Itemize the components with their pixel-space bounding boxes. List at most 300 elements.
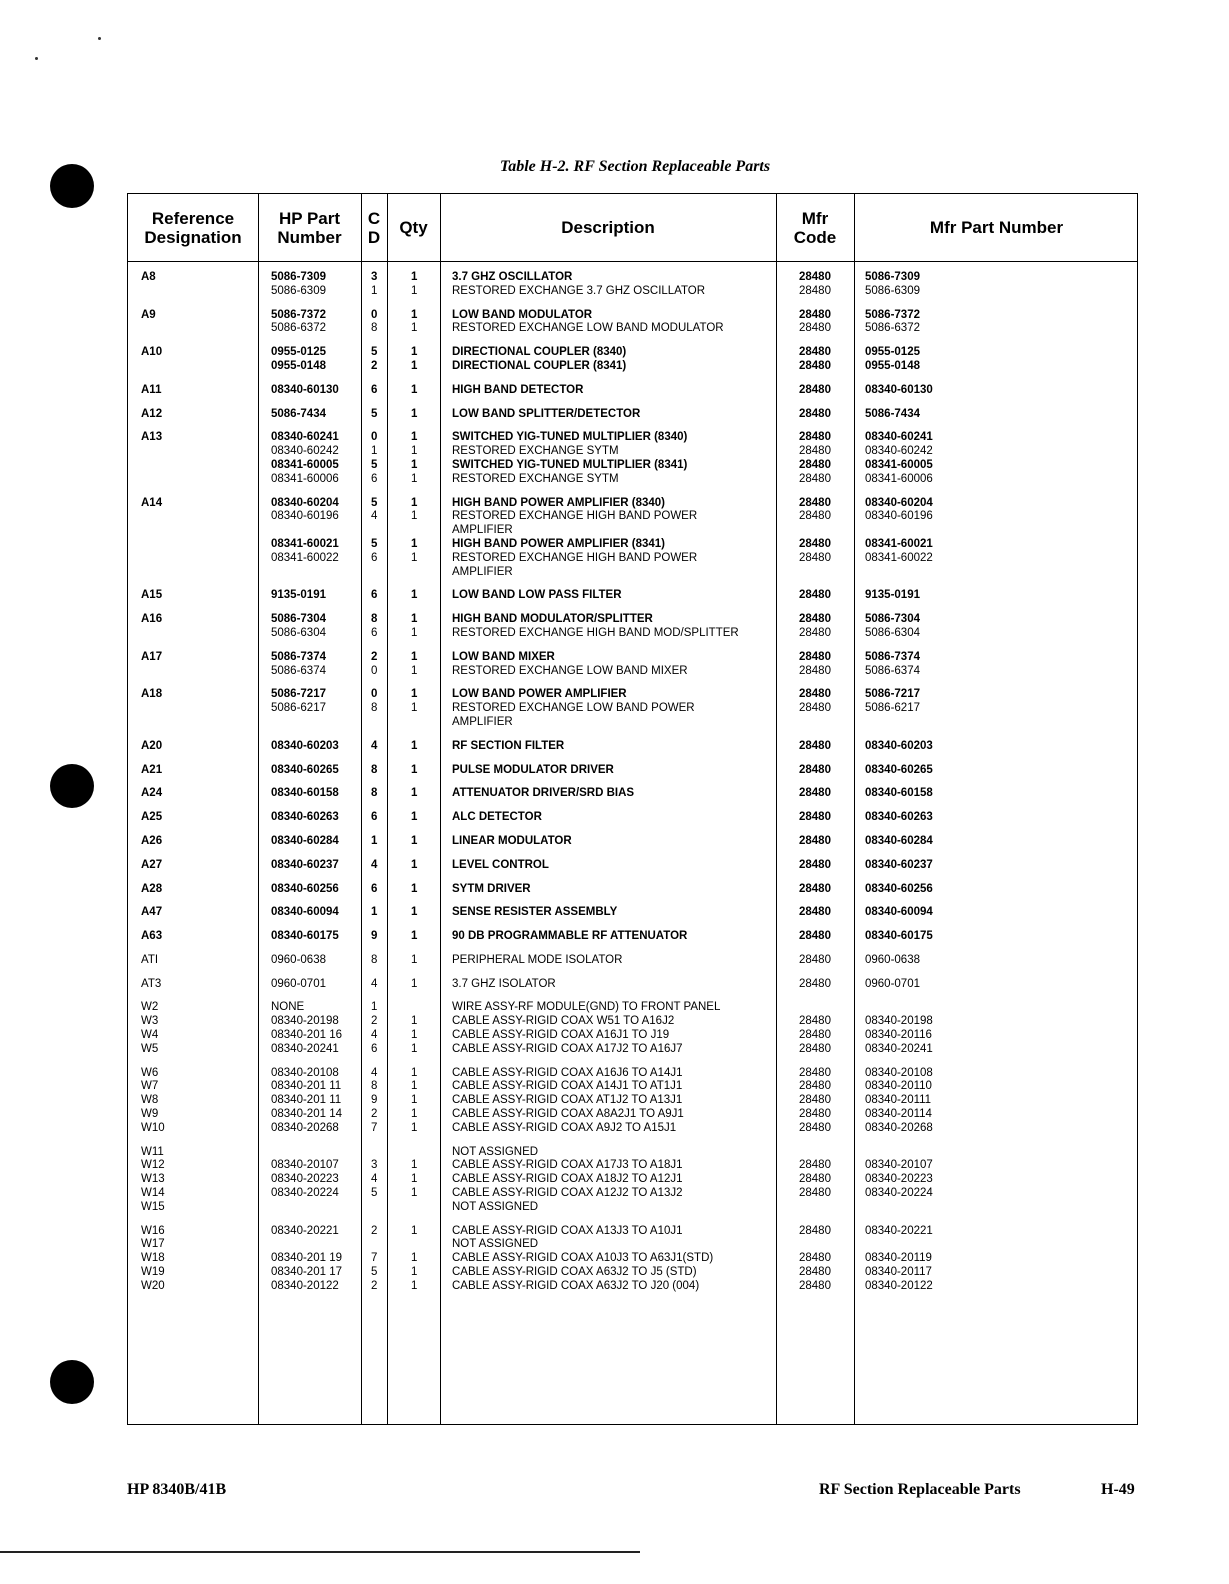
check-digit-cell: 8 xyxy=(371,613,378,626)
description-cell: RESTORED EXCHANGE LOW BAND MODULATOR xyxy=(452,322,724,335)
hp-part-number-cell: 9135-0191 xyxy=(271,589,326,602)
mfr-part-number-cell: 08340-20223 xyxy=(865,1173,933,1186)
hp-part-number-cell: 08340-60265 xyxy=(271,763,339,776)
quantity-cell: 1 xyxy=(411,472,418,485)
part-group xyxy=(128,384,1137,398)
check-digit-cell: 8 xyxy=(371,702,378,715)
hp-part-number-cell: 08340-201 19 xyxy=(271,1252,342,1265)
check-digit-cell: 6 xyxy=(371,626,378,639)
check-digit-cell: 0 xyxy=(371,308,378,321)
hp-part-number-cell: 5086-7374 xyxy=(271,650,326,663)
table-row xyxy=(128,1173,1137,1187)
check-digit-cell: 5 xyxy=(371,346,378,359)
mfr-code-cell: 28480 xyxy=(799,551,831,564)
check-digit-cell: 4 xyxy=(371,1029,378,1042)
hp-part-number-cell: 5086-6372 xyxy=(271,322,326,335)
table-row xyxy=(128,1201,1137,1215)
table-row xyxy=(128,978,1137,992)
mfr-code-cell: 28480 xyxy=(799,407,831,420)
header-reference-designation: Reference Designation xyxy=(144,208,242,247)
check-digit-cell: 1 xyxy=(371,284,378,297)
quantity-cell: 1 xyxy=(411,664,418,677)
part-group xyxy=(128,740,1137,754)
mfr-code-cell: 28480 xyxy=(799,445,831,458)
mfr-part-number-cell: 5086-6374 xyxy=(865,664,920,677)
header-cd: C D xyxy=(367,208,381,247)
check-digit-cell: 1 xyxy=(371,445,378,458)
hp-part-number-cell: 08340-201 11 xyxy=(271,1094,342,1107)
mfr-part-number-cell: 08340-20110 xyxy=(865,1080,932,1093)
check-digit-cell: 2 xyxy=(371,1108,378,1121)
quantity-cell: 1 xyxy=(411,834,418,847)
mfr-part-number-cell: 08340-20111 xyxy=(865,1094,932,1107)
hp-part-number-cell: 08340-60204 xyxy=(271,496,339,509)
reference-designation-cell: W2 xyxy=(141,1001,159,1014)
part-group xyxy=(128,688,1137,729)
mfr-part-number-cell: 9135-0191 xyxy=(865,589,920,602)
mfr-part-number-cell: 5086-6372 xyxy=(865,322,920,335)
header-qty: Qty xyxy=(399,218,428,237)
mfr-part-number-cell: 0955-0148 xyxy=(865,359,920,372)
mfr-code-cell: 28480 xyxy=(799,359,831,372)
mfr-code-cell: 28480 xyxy=(799,664,831,677)
quantity-cell: 1 xyxy=(411,882,418,895)
hp-part-number-cell: 08340-20241 xyxy=(271,1042,339,1055)
mfr-part-number-cell: 08340-20221 xyxy=(865,1224,933,1237)
check-digit-cell: 0 xyxy=(371,431,378,444)
mfr-code-cell: 28480 xyxy=(799,930,831,943)
part-group xyxy=(128,978,1137,992)
part-group xyxy=(128,309,1137,337)
part-group xyxy=(128,651,1137,679)
reference-designation-cell: W20 xyxy=(141,1279,165,1292)
check-digit-cell: 6 xyxy=(371,1042,378,1055)
mfr-part-number-cell: 5086-6217 xyxy=(865,702,920,715)
table-row xyxy=(128,1266,1137,1280)
mfr-part-number-cell: 08340-20268 xyxy=(865,1121,933,1134)
description-cell: AMPLIFIER xyxy=(452,715,513,728)
table-row xyxy=(128,1001,1137,1015)
part-group xyxy=(128,1067,1137,1136)
description-cell: SWITCHED YIG-TUNED MULTIPLIER (8341) xyxy=(452,458,688,471)
hp-part-number-cell: 5086-7434 xyxy=(271,407,326,420)
table-row xyxy=(128,764,1137,778)
check-digit-cell: 4 xyxy=(371,510,378,523)
mfr-part-number-cell: 08341-60021 xyxy=(865,537,933,550)
table-row xyxy=(128,445,1137,459)
table-row xyxy=(128,1252,1137,1266)
quantity-cell: 1 xyxy=(411,445,418,458)
hp-part-number-cell: 5086-7372 xyxy=(271,308,326,321)
description-cell: CABLE ASSY-RIGID COAX A17J3 TO A18J1 xyxy=(452,1159,683,1172)
check-digit-cell: 6 xyxy=(371,811,378,824)
footer-page-number: H-49 xyxy=(1101,1481,1135,1498)
check-digit-cell: 4 xyxy=(371,858,378,871)
mfr-code-cell: 28480 xyxy=(799,1042,831,1055)
footer-section-title: RF Section Replaceable Parts xyxy=(819,1481,1021,1498)
check-digit-cell: 5 xyxy=(371,407,378,420)
description-cell: AMPLIFIER xyxy=(452,565,513,578)
part-group xyxy=(128,431,1137,486)
mfr-code-cell: 28480 xyxy=(799,977,831,990)
hp-part-number-cell: 08340-60284 xyxy=(271,834,339,847)
reference-designation-cell: W15 xyxy=(141,1200,165,1213)
reference-designation-cell: A10 xyxy=(141,346,163,359)
description-cell: RESTORED EXCHANGE HIGH BAND MOD/SPLITTER xyxy=(452,626,739,639)
table-row xyxy=(128,538,1137,552)
mfr-part-number-cell: 08341-60022 xyxy=(865,551,933,564)
part-group xyxy=(128,764,1137,778)
hp-part-number-cell: 08340-201 17 xyxy=(271,1266,342,1279)
check-digit-cell: 8 xyxy=(371,953,378,966)
mfr-code-cell: 28480 xyxy=(799,431,831,444)
mfr-code-cell: 28480 xyxy=(799,1173,831,1186)
quantity-cell: 1 xyxy=(411,1066,418,1079)
description-cell: LEVEL CONTROL xyxy=(452,858,549,871)
quantity-cell: 1 xyxy=(411,1029,418,1042)
mfr-part-number-cell: 08340-20119 xyxy=(865,1252,932,1265)
mfr-part-number-cell: 08340-20114 xyxy=(865,1108,932,1121)
table-row xyxy=(128,702,1137,716)
table-row xyxy=(128,930,1137,944)
mfr-part-number-cell: 08340-60242 xyxy=(865,445,933,458)
mfr-part-number-cell: 5086-7434 xyxy=(865,407,920,420)
quantity-cell: 1 xyxy=(411,383,418,396)
table-row xyxy=(128,552,1137,566)
quantity-cell: 1 xyxy=(411,953,418,966)
parts-table xyxy=(127,193,1138,1425)
part-group xyxy=(128,497,1137,580)
mfr-code-cell: 28480 xyxy=(799,589,831,602)
table-row xyxy=(128,285,1137,299)
mfr-code-cell: 28480 xyxy=(799,626,831,639)
mfr-part-number-cell: 08340-20241 xyxy=(865,1042,933,1055)
check-digit-cell: 5 xyxy=(371,1266,378,1279)
part-group xyxy=(128,859,1137,873)
mfr-code-cell: 28480 xyxy=(799,496,831,509)
check-digit-cell: 6 xyxy=(371,383,378,396)
reference-designation-cell: W7 xyxy=(141,1080,159,1093)
hp-part-number-cell: 08340-60158 xyxy=(271,787,339,800)
bottom-rule xyxy=(0,1551,640,1553)
hp-part-number-cell: 08340-60094 xyxy=(271,906,339,919)
mfr-code-cell: 28480 xyxy=(799,834,831,847)
description-cell: LOW BAND MIXER xyxy=(452,650,555,663)
check-digit-cell: 1 xyxy=(371,906,378,919)
hp-part-number-cell: 5086-7304 xyxy=(271,613,326,626)
mfr-code-cell: 28480 xyxy=(799,1015,831,1028)
reference-designation-cell: A63 xyxy=(141,930,163,943)
reference-designation-cell: W9 xyxy=(141,1108,159,1121)
mfr-code-cell: 28480 xyxy=(799,1029,831,1042)
description-cell: HIGH BAND DETECTOR xyxy=(452,383,584,396)
table-row xyxy=(128,431,1137,445)
table-row xyxy=(128,459,1137,473)
reference-designation-cell: A8 xyxy=(141,271,156,283)
reference-designation-cell: W11 xyxy=(141,1145,164,1158)
check-digit-cell: 2 xyxy=(371,359,378,372)
hp-part-number-cell: 5086-6309 xyxy=(271,284,326,297)
reference-designation-cell: A20 xyxy=(141,739,163,752)
check-digit-cell: 5 xyxy=(371,537,378,550)
table-row xyxy=(128,1159,1137,1173)
description-cell: 90 DB PROGRAMMABLE RF ATTENUATOR xyxy=(452,930,688,943)
check-digit-cell: 4 xyxy=(371,1173,378,1186)
table-row xyxy=(128,408,1137,422)
reference-designation-cell: A11 xyxy=(141,383,162,396)
mfr-part-number-cell: 5086-6304 xyxy=(865,626,920,639)
part-group xyxy=(128,613,1137,641)
mfr-part-number-cell: 5086-6309 xyxy=(865,284,920,297)
description-cell: LOW BAND POWER AMPLIFIER xyxy=(452,688,627,701)
mfr-code-cell: 28480 xyxy=(799,1121,831,1134)
part-group xyxy=(128,883,1137,897)
mfr-code-cell: 28480 xyxy=(799,906,831,919)
hp-part-number-cell: 08340-20224 xyxy=(271,1187,339,1200)
mfr-code-cell: 28480 xyxy=(799,1066,831,1079)
quantity-cell: 1 xyxy=(411,322,418,335)
quantity-cell: 1 xyxy=(411,1224,418,1237)
check-digit-cell: 7 xyxy=(371,1121,378,1134)
check-digit-cell: 2 xyxy=(371,1279,378,1292)
quantity-cell: 1 xyxy=(411,1252,418,1265)
description-cell: ALC DETECTOR xyxy=(452,811,542,824)
table-row xyxy=(128,1280,1137,1294)
table-row xyxy=(128,1029,1137,1043)
hp-part-number-cell: 08340-201 11 xyxy=(271,1080,342,1093)
hp-part-number-cell: 08340-20268 xyxy=(271,1121,339,1134)
part-group xyxy=(128,271,1137,299)
hp-part-number-cell: 08340-20122 xyxy=(271,1279,339,1292)
table-body xyxy=(128,271,1137,1304)
mfr-part-number-cell: 5086-7374 xyxy=(865,650,920,663)
check-digit-cell: 2 xyxy=(371,1224,378,1237)
description-cell: CABLE ASSY-RIGID COAX A16J6 TO A14J1 xyxy=(452,1066,683,1079)
description-cell: DIRECTIONAL COUPLER (8341) xyxy=(452,359,627,372)
mfr-part-number-cell: 08340-60196 xyxy=(865,510,933,523)
mfr-part-number-cell: 08340-60094 xyxy=(865,906,933,919)
check-digit-cell: 7 xyxy=(371,1252,378,1265)
binder-hole-middle xyxy=(50,764,94,808)
reference-designation-cell: A21 xyxy=(141,763,163,776)
reference-designation-cell: W3 xyxy=(141,1015,159,1028)
reference-designation-cell: A24 xyxy=(141,787,163,800)
description-cell: SWITCHED YIG-TUNED MULTIPLIER (8340) xyxy=(452,431,688,444)
mfr-part-number-cell: 08340-60256 xyxy=(865,882,933,895)
mfr-code-cell: 28480 xyxy=(799,688,831,701)
check-digit-cell: 6 xyxy=(371,472,378,485)
mfr-code-cell: 28480 xyxy=(799,650,831,663)
mfr-part-number-cell: 08340-60263 xyxy=(865,811,933,824)
quantity-cell: 1 xyxy=(411,626,418,639)
mfr-part-number-cell: 08340-60241 xyxy=(865,431,933,444)
description-cell: RESTORED EXCHANGE LOW BAND POWER xyxy=(452,702,695,715)
quantity-cell: 1 xyxy=(411,613,418,626)
quantity-cell: 1 xyxy=(411,1094,418,1107)
quantity-cell: 1 xyxy=(411,308,418,321)
reference-designation-cell: W19 xyxy=(141,1266,165,1279)
hp-part-number-cell: 08340-60241 xyxy=(271,431,339,444)
mfr-part-number-cell: 08340-60130 xyxy=(865,383,933,396)
hp-part-number-cell: 08340-60203 xyxy=(271,739,339,752)
check-digit-cell: 3 xyxy=(371,271,378,283)
check-digit-cell: 2 xyxy=(371,650,378,663)
mfr-code-cell: 28480 xyxy=(799,383,831,396)
description-cell: 3.7 GHZ OSCILLATOR xyxy=(452,271,573,283)
table-row xyxy=(128,346,1137,360)
check-digit-cell: 8 xyxy=(371,763,378,776)
hp-part-number-cell: 08341-60006 xyxy=(271,472,339,485)
table-row xyxy=(128,906,1137,920)
header-mfr-part-number: Mfr Part Number xyxy=(929,218,1064,237)
description-cell: CABLE ASSY-RIGID COAX A17J2 TO A16J7 xyxy=(452,1042,683,1055)
table-row xyxy=(128,360,1137,374)
quantity-cell: 1 xyxy=(411,1121,418,1134)
check-digit-cell: 2 xyxy=(371,1015,378,1028)
mfr-code-cell: 28480 xyxy=(799,284,831,297)
hp-part-number-cell: 08340-20108 xyxy=(271,1066,339,1079)
description-cell: HIGH BAND MODULATOR/SPLITTER xyxy=(452,613,653,626)
table-row xyxy=(128,1094,1137,1108)
hp-part-number-cell: 08340-60256 xyxy=(271,882,339,895)
table-row xyxy=(128,954,1137,968)
check-digit-cell: 6 xyxy=(371,882,378,895)
table-row xyxy=(128,1108,1137,1122)
quantity-cell: 1 xyxy=(411,346,418,359)
check-digit-cell: 8 xyxy=(371,322,378,335)
check-digit-cell: 3 xyxy=(371,1159,378,1172)
part-group xyxy=(128,346,1137,374)
quantity-cell: 1 xyxy=(411,510,418,523)
quantity-cell: 1 xyxy=(411,688,418,701)
hp-part-number-cell: 08341-60022 xyxy=(271,551,339,564)
description-cell: SYTM DRIVER xyxy=(452,882,531,895)
description-cell: RF SECTION FILTER xyxy=(452,739,565,752)
hp-part-number-cell: 08340-20198 xyxy=(271,1015,339,1028)
check-digit-cell: 0 xyxy=(371,688,378,701)
reference-designation-cell: A25 xyxy=(141,811,163,824)
hp-part-number-cell: 08341-60005 xyxy=(271,458,339,471)
hp-part-number-cell: 08340-20223 xyxy=(271,1173,339,1186)
reference-designation-cell: W13 xyxy=(141,1173,165,1186)
reference-designation-cell: W6 xyxy=(141,1066,159,1079)
quantity-cell: 1 xyxy=(411,763,418,776)
reference-designation-cell: W14 xyxy=(141,1187,165,1200)
quantity-cell: 1 xyxy=(411,1080,418,1093)
hp-part-number-cell: 5086-7309 xyxy=(271,271,326,283)
mfr-part-number-cell: 08340-20108 xyxy=(865,1066,933,1079)
table-row xyxy=(128,1122,1137,1136)
quantity-cell: 1 xyxy=(411,1266,418,1279)
mfr-part-number-cell: 08340-60158 xyxy=(865,787,933,800)
description-cell: NOT ASSIGNED xyxy=(452,1238,539,1251)
hp-part-number-cell: 5086-6374 xyxy=(271,664,326,677)
description-cell: CABLE ASSY-RIGID COAX A63J2 TO J20 (004) xyxy=(452,1279,700,1292)
table-row xyxy=(128,1067,1137,1081)
quantity-cell: 1 xyxy=(411,787,418,800)
quantity-cell: 1 xyxy=(411,551,418,564)
hp-part-number-cell: 5086-7217 xyxy=(271,688,326,701)
table-row xyxy=(128,524,1137,538)
mfr-code-cell: 28480 xyxy=(799,858,831,871)
check-digit-cell: 4 xyxy=(371,739,378,752)
hp-part-number-cell: 0960-0701 xyxy=(271,977,326,990)
description-cell: LINEAR MODULATOR xyxy=(452,834,572,847)
reference-designation-cell: W8 xyxy=(141,1094,159,1107)
part-group xyxy=(128,787,1137,801)
mfr-part-number-cell: 08340-60265 xyxy=(865,763,933,776)
part-group xyxy=(128,1146,1137,1215)
reference-designation-cell: W18 xyxy=(141,1252,165,1265)
description-cell: PERIPHERAL MODE ISOLATOR xyxy=(452,953,623,966)
quantity-cell: 1 xyxy=(411,930,418,943)
mfr-code-cell: 28480 xyxy=(799,458,831,471)
scan-speck xyxy=(98,37,101,40)
quantity-cell: 1 xyxy=(411,458,418,471)
part-group xyxy=(128,1001,1137,1056)
mfr-code-cell: 28480 xyxy=(799,346,831,359)
mfr-part-number-cell: 08340-20107 xyxy=(865,1159,933,1172)
quantity-cell: 1 xyxy=(411,359,418,372)
mfr-part-number-cell: 08340-20117 xyxy=(865,1266,932,1279)
hp-part-number-cell: 08340-201 16 xyxy=(271,1029,342,1042)
mfr-part-number-cell: 08340-60203 xyxy=(865,739,933,752)
hp-part-number-cell: 5086-6217 xyxy=(271,702,326,715)
hp-part-number-cell: 08340-20221 xyxy=(271,1224,339,1237)
check-digit-cell: 4 xyxy=(371,977,378,990)
table-row xyxy=(128,589,1137,603)
reference-designation-cell: A13 xyxy=(141,431,163,444)
quantity-cell: 1 xyxy=(411,496,418,509)
table-row xyxy=(128,510,1137,524)
description-cell: AMPLIFIER xyxy=(452,524,513,537)
description-cell: NOT ASSIGNED xyxy=(452,1145,539,1158)
hp-part-number-cell: NONE xyxy=(271,1001,305,1014)
quantity-cell: 1 xyxy=(411,977,418,990)
quantity-cell: 1 xyxy=(411,589,418,602)
reference-designation-cell: A27 xyxy=(141,858,163,871)
description-cell: LOW BAND LOW PASS FILTER xyxy=(452,589,622,602)
header-description: Description xyxy=(561,218,655,237)
description-cell: SENSE RESISTER ASSEMBLY xyxy=(452,906,618,919)
quantity-cell: 1 xyxy=(411,407,418,420)
table-row xyxy=(128,322,1137,336)
table-row xyxy=(128,613,1137,627)
part-group xyxy=(128,930,1137,944)
mfr-code-cell: 28480 xyxy=(799,613,831,626)
mfr-code-cell: 28480 xyxy=(799,739,831,752)
mfr-part-number-cell: 08340-60237 xyxy=(865,858,933,871)
description-cell: HIGH BAND POWER AMPLIFIER (8341) xyxy=(452,537,665,550)
mfr-part-number-cell: 08341-60006 xyxy=(865,472,933,485)
check-digit-cell: 5 xyxy=(371,496,378,509)
mfr-part-number-cell: 08341-60005 xyxy=(865,458,933,471)
reference-designation-cell: W5 xyxy=(141,1042,159,1055)
table-row xyxy=(128,1015,1137,1029)
table-row xyxy=(128,566,1137,580)
quantity-cell: 1 xyxy=(411,739,418,752)
reference-designation-cell: A18 xyxy=(141,688,163,701)
quantity-cell: 1 xyxy=(411,431,418,444)
mfr-part-number-cell: 08340-60175 xyxy=(865,930,933,943)
description-cell: CABLE ASSY-RIGID COAX A18J2 TO A12J1 xyxy=(452,1173,683,1186)
table-row xyxy=(128,1187,1137,1201)
part-group xyxy=(128,589,1137,603)
mfr-part-number-cell: 5086-7372 xyxy=(865,308,920,321)
mfr-code-cell: 28480 xyxy=(799,787,831,800)
quantity-cell: 1 xyxy=(411,271,418,283)
hp-part-number-cell: 08341-60021 xyxy=(271,537,339,550)
